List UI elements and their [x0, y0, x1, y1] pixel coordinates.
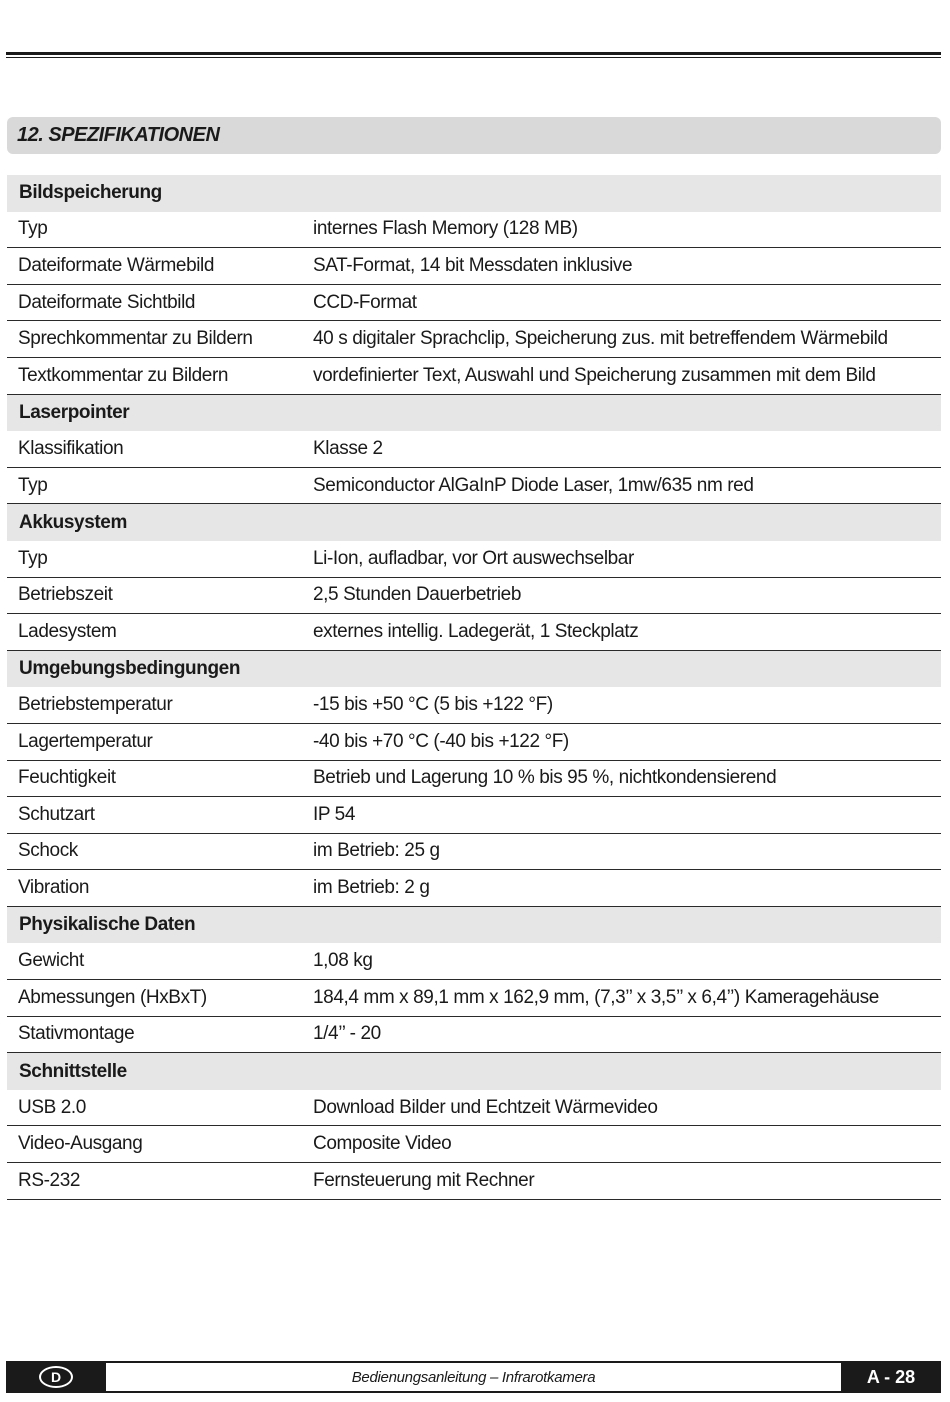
spec-label: Ladesystem: [18, 620, 117, 642]
spec-row: [7, 212, 941, 249]
spec-label: Klassifikation: [18, 437, 124, 459]
spec-value: internes Flash Memory (128 MB): [313, 218, 578, 240]
spec-label: Video-Ausgang: [18, 1133, 143, 1155]
spec-row: [7, 248, 941, 285]
spec-value: im Betrieb: 25 g: [313, 840, 440, 862]
language-badge: D: [39, 1366, 73, 1388]
spec-row: [7, 1017, 941, 1054]
top-rule-thin: [6, 57, 941, 58]
spec-row: [7, 1090, 941, 1127]
spec-value: 40 s digitaler Sprachclip, Speicherung zus. mit betreffendem Wärmebild: [313, 328, 888, 350]
spec-label: Dateiformate Wärmebild: [18, 254, 215, 276]
spec-label: Gewicht: [18, 950, 84, 972]
spec-value: -40 bis +70 °C (-40 bis +122 °F): [313, 730, 569, 752]
spec-value: Composite Video: [313, 1133, 452, 1155]
spec-row: [7, 614, 941, 651]
spec-value: 2,5 Stunden Dauerbetrieb: [313, 584, 522, 606]
spec-label: Betriebstemperatur: [18, 694, 173, 716]
spec-row: [7, 834, 941, 871]
spec-group-title: Schnittstelle: [19, 1060, 127, 1082]
spec-group-header: [7, 1053, 941, 1090]
spec-label: RS-232: [18, 1169, 81, 1191]
spec-value: IP 54: [313, 803, 356, 825]
spec-value: CCD-Format: [313, 291, 417, 313]
spec-row: [7, 724, 941, 761]
footer-language-block: [6, 1361, 106, 1393]
spec-row: [7, 870, 941, 907]
spec-value: Fernsteuerung mit Rechner: [313, 1169, 535, 1191]
spec-group-title: Bildspeicherung: [19, 182, 162, 204]
spec-row: [7, 431, 941, 468]
spec-label: Betriebszeit: [18, 584, 113, 606]
spec-row: [7, 943, 941, 980]
spec-label: Textkommentar zu Bildern: [18, 364, 229, 386]
spec-label: Lagertemperatur: [18, 730, 153, 752]
spec-row: [7, 358, 941, 395]
spec-row: [7, 1126, 941, 1163]
spec-row: [7, 1163, 941, 1200]
spec-label: Stativmontage: [18, 1023, 135, 1045]
spec-value: SAT-Format, 14 bit Messdaten inklusive: [313, 254, 633, 276]
spec-row: [7, 321, 941, 358]
spec-row: [7, 285, 941, 322]
spec-value: 1/4’’ - 20: [313, 1023, 381, 1045]
spec-label: Typ: [18, 547, 48, 569]
spec-group-title: Umgebungsbedingungen: [19, 658, 241, 680]
spec-group-title: Laserpointer: [19, 401, 130, 423]
footer-page-number: A - 28: [841, 1361, 941, 1393]
footer-manual-title: Bedienungsanleitung – Infrarotkamera: [106, 1361, 841, 1393]
spec-row: [7, 687, 941, 724]
spec-table: [7, 175, 941, 1200]
spec-value: im Betrieb: 2 g: [313, 877, 430, 899]
top-rule: [6, 52, 941, 55]
spec-value: Semiconductor AlGaInP Diode Laser, 1mw/635 nm red: [313, 474, 754, 496]
spec-value: 184,4 mm x 89,1 mm x 162,9 mm, (7,3’’ x 3,5’’ x 6,4’’) Kameragehäuse: [313, 986, 879, 1008]
spec-row: [7, 578, 941, 615]
spec-row: [7, 541, 941, 578]
spec-value: Download Bilder und Echtzeit Wärmevideo: [313, 1096, 658, 1118]
spec-value: Li-Ion, aufladbar, vor Ort auswechselbar: [313, 547, 634, 569]
spec-label: Typ: [18, 218, 48, 240]
spec-label: Sprechkommentar zu Bildern: [18, 328, 253, 350]
spec-value: vordefinierter Text, Auswahl und Speicherung zusammen mit dem Bild: [313, 364, 876, 386]
spec-label: Schutzart: [18, 803, 95, 825]
section-title: 12. SPEZIFIKATIONEN: [7, 117, 941, 154]
spec-label: Schock: [18, 840, 78, 862]
spec-value: externes intellig. Ladegerät, 1 Steckplatz: [313, 620, 639, 642]
spec-value: 1,08 kg: [313, 950, 373, 972]
spec-row: [7, 468, 941, 505]
spec-group-title: Physikalische Daten: [19, 914, 196, 936]
spec-group-title: Akkusystem: [19, 511, 127, 533]
spec-group-header: [7, 907, 941, 944]
spec-label: Dateiformate Sichtbild: [18, 291, 196, 313]
spec-group-header: [7, 651, 941, 688]
spec-label: USB 2.0: [18, 1096, 86, 1118]
spec-label: Typ: [18, 474, 48, 496]
spec-row: [7, 980, 941, 1017]
page-footer: [6, 1361, 941, 1393]
spec-group-header: [7, 175, 941, 212]
spec-label: Abmessungen (HxBxT): [18, 986, 207, 1008]
spec-value: Betrieb und Lagerung 10 % bis 95 %, nichtkondensierend: [313, 767, 777, 789]
spec-value: -15 bis +50 °C (5 bis +122 °F): [313, 694, 553, 716]
spec-group-header: [7, 395, 941, 432]
spec-row: [7, 761, 941, 798]
spec-group-header: [7, 504, 941, 541]
spec-label: Vibration: [18, 877, 90, 899]
spec-value: Klasse 2: [313, 437, 383, 459]
spec-label: Feuchtigkeit: [18, 767, 116, 789]
spec-row: [7, 797, 941, 834]
